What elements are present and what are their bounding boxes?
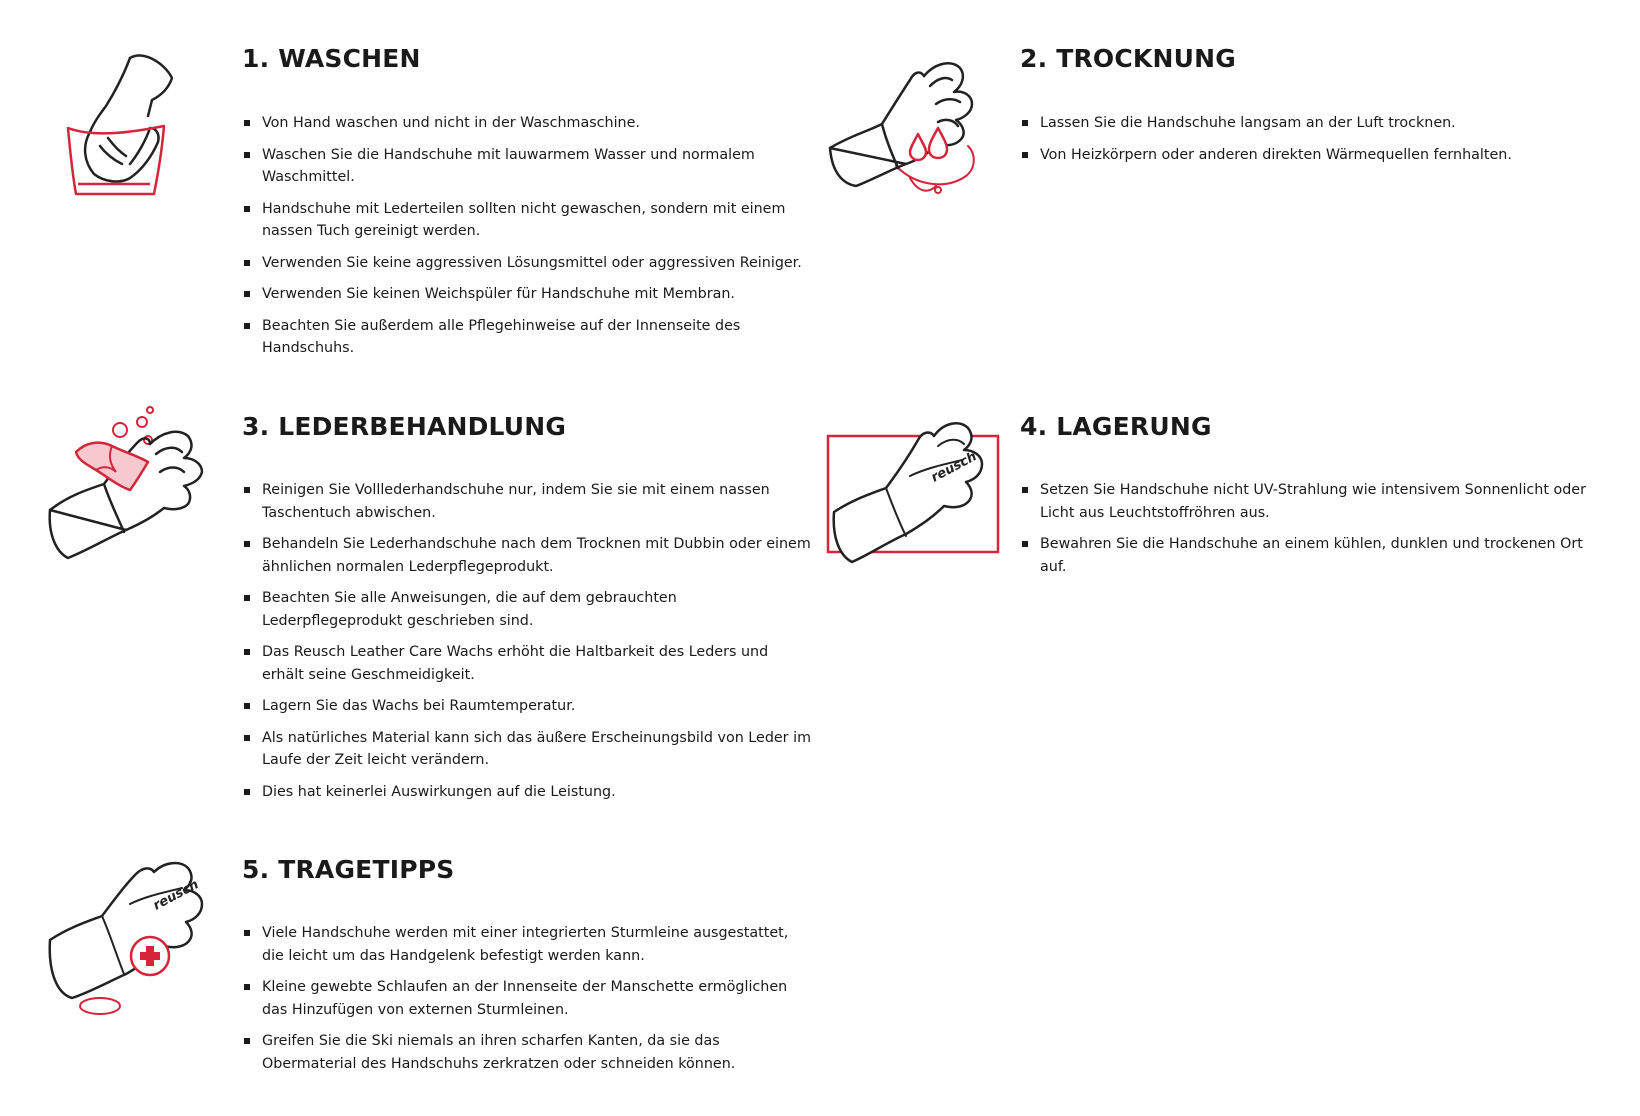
list-item: Greifen Sie die Ski niemals an ihren scharfen Kanten, da sie das Obermaterial des Handschuhs zerkratzen oder schneiden können. [242, 1030, 802, 1075]
list-item: Lagern Sie das Wachs bei Raumtemperatur. [242, 695, 812, 718]
svg-text:reusch: reusch [150, 877, 202, 914]
list-item: Behandeln Sie Lederhandschuhe nach dem Trocknen mit Dubbin oder einem ähnlichen normalen Lederpflegeprodukt. [242, 533, 812, 578]
list-item: Verwenden Sie keine aggressiven Lösungsmittel oder aggressiven Reiniger. [242, 252, 812, 275]
list-item: Lassen Sie die Handschuhe langsam an der Luft trocknen. [1020, 112, 1600, 135]
section-title: 3. LEDERBEHANDLUNG [242, 412, 567, 441]
list-item: Reinigen Sie Volllederhandschuhe nur, indem Sie sie mit einem nassen Taschentuch abwischen. [242, 479, 812, 524]
list-item: Das Reusch Leather Care Wachs erhöht die Haltbarkeit des Leders und erhält seine Geschmeidigkeit. [242, 641, 812, 686]
instruction-list [242, 479, 812, 812]
list-item: Als natürliches Material kann sich das äußere Erscheinungsbild von Leder im Laufe der Zeit leicht verändern. [242, 727, 812, 772]
list-item: Kleine gewebte Schlaufen an der Innenseite der Manschette ermöglichen das Hinzufügen von externen Sturmleinen. [242, 976, 802, 1021]
section-title: 1. WASCHEN [242, 44, 421, 73]
instruction-list [242, 112, 812, 369]
leather-care-glove-icon [46, 406, 226, 586]
list-item: Dies hat keinerlei Auswirkungen auf die Leistung. [242, 781, 812, 804]
list-item: Beachten Sie außerdem alle Pflegehinweise auf der Innenseite des Handschuhs. [242, 315, 812, 360]
glove-wearing-tips-icon [46, 858, 226, 1018]
svg-text:reusch: reusch [928, 449, 980, 486]
list-item: Bewahren Sie die Handschuhe an einem kühlen, dunklen und trockenen Ort auf. [1020, 533, 1600, 578]
list-item: Viele Handschuhe werden mit einer integrierten Sturmleine ausgestattet, die leicht um das Handgelenk befestigt werden kann. [242, 922, 802, 967]
glove-storage-icon [826, 416, 1006, 576]
list-item: Waschen Sie die Handschuhe mit lauwarmem Wasser und normalem Waschmittel. [242, 144, 812, 189]
section-title: 5. TRAGETIPPS [242, 855, 455, 884]
list-item: Beachten Sie alle Anweisungen, die auf dem gebrauchten Lederpflegeprodukt geschrieben sind. [242, 587, 812, 632]
list-item: Verwenden Sie keinen Weichspüler für Handschuhe mit Membran. [242, 283, 812, 306]
list-item: Setzen Sie Handschuhe nicht UV-Strahlung wie intensivem Sonnenlicht oder Licht aus Leuchtstoffröhren aus. [1020, 479, 1600, 524]
hand-washing-glove-icon [64, 50, 184, 210]
list-item: Von Hand waschen und nicht in der Waschmaschine. [242, 112, 812, 135]
section-title: 2. TROCKNUNG [1020, 44, 1236, 73]
instruction-list [1020, 112, 1600, 175]
list-item: Von Heizkörpern oder anderen direkten Wärmequellen fernhalten. [1020, 144, 1600, 167]
section-title: 4. LAGERUNG [1020, 412, 1212, 441]
glove-drying-icon [826, 56, 1006, 206]
instruction-list [242, 922, 802, 1084]
list-item: Handschuhe mit Lederteilen sollten nicht gewaschen, sondern mit einem nassen Tuch gereinigt werden. [242, 198, 812, 243]
instruction-list [1020, 479, 1600, 587]
